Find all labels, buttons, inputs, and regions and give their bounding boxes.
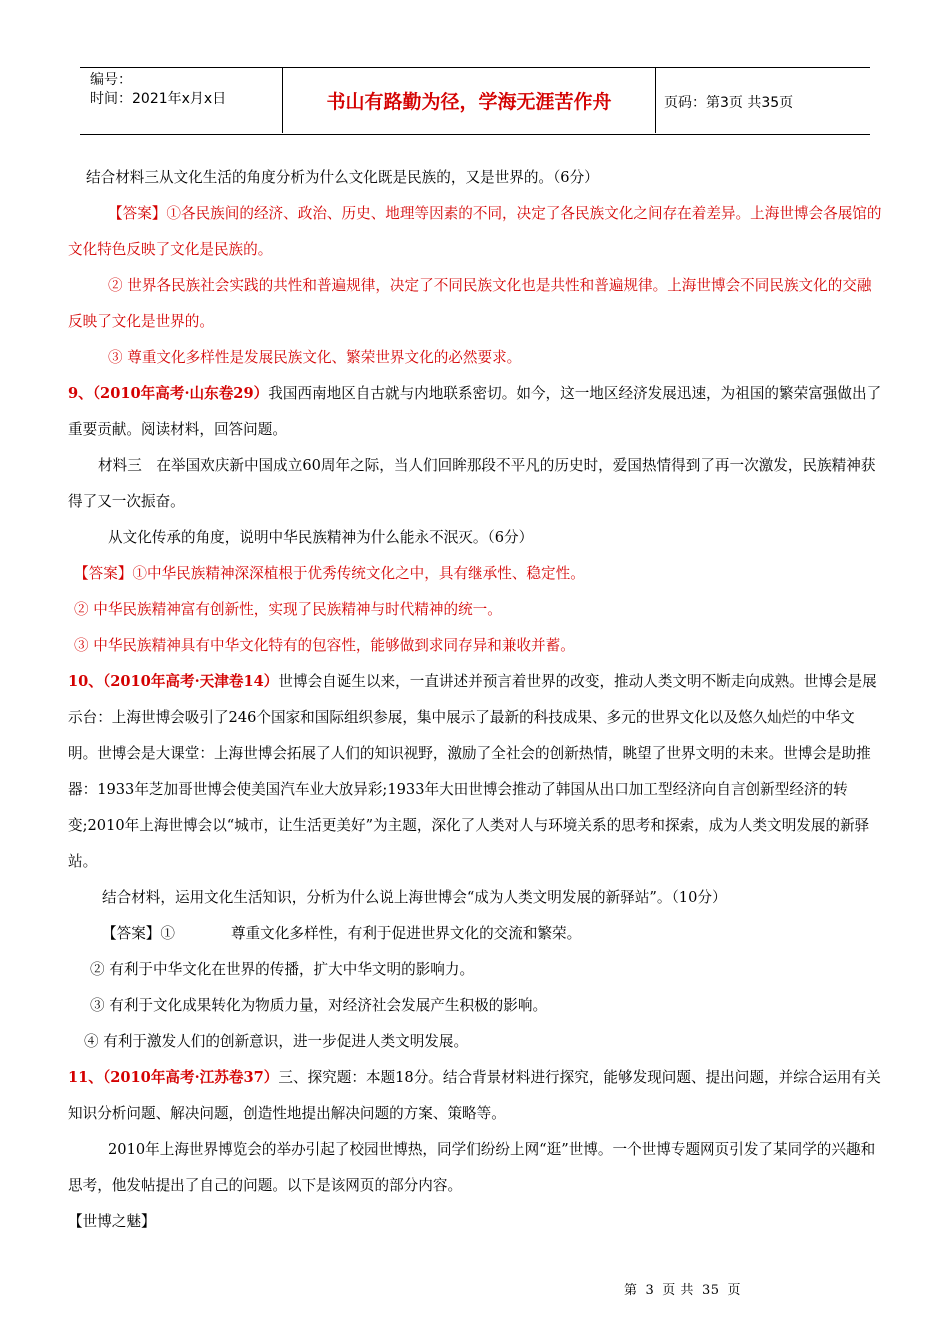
answer-text: 【答案】①中华民族精神深深植根于优秀传统文化之中，具有继承性、稳定性。 [74,565,585,582]
footer-suffix: 页 [727,1283,741,1298]
question-prompt: 结合材料三从文化生活的角度分析为什么文化既是民族的，又是世界的。（6分） [86,169,599,186]
page-footer [620,1279,745,1298]
answer-text: ③ 中华民族精神具有中华文化特有的包容性，能够做到求同存异和兼收并蓄。 [74,637,575,654]
footer-mid: 页 共 [662,1283,694,1298]
material-text: 材料三 在举国欢庆新中国成立60周年之际，当人们回眸那段不平凡的历史时，爱国热情得到了再一次激发，民族精神获得了又一次振奋。 [68,457,876,510]
answer-text [68,916,882,952]
header-number: 编号： [90,72,132,88]
question-10 [68,664,882,880]
question-text: 世博会自诞生以来，一直讲述并预言着世界的改变，推动人类文明不断走向成熟。世博会是展示台：上海世博会吸引了246个国家和国际组织参展，集中展示了最新的科技成果、多元的世界文化以及悠久灿烂的中华文明。世博会是大课堂：上海世博会拓展了人们的知识视野，激励了全社会的创新热情，眺望了世界文明的未来。世博会是助推器：1933年芝加哥世博会使美国汽车业大放异彩;1933年大田世博会推动了韩国从出口加工型经济向自言创新型经济的转变;2010年上海世博会以“城市，让生活更美好”为主题，深化了人类对人与环境关系的思考和探索，成为人类文明发展的新驿站。 [68,673,877,870]
background-text: 2010年上海世界博览会的举办引起了校园世博热，同学们纷纷上网“逛”世博。一个世博专题网页引发了某同学的兴趣和思考，他发帖提出了自己的问题。以下是该网页的部分内容。 [68,1141,876,1194]
question-prompt: 结合材料，运用文化生活知识，分析为什么说上海世博会“成为人类文明发展的新驿站”。（10分） [102,889,727,906]
section-title: 【世博之魅】 [68,1213,156,1230]
header-page-info: 页码：第3页 共35页 [664,95,794,111]
question-tag: 11、（2010年高考·江苏卷37） [68,1069,279,1086]
answer-text: ③ 有利于文化成果转化为物质力量，对经济社会发展产生积极的影响。 [90,997,548,1014]
footer-prefix: 第 [624,1283,638,1298]
header-motto: 书山有路勤为径，学海无涯苦作舟 [282,68,656,133]
question-tag: 10、（2010年高考·天津卷14） [68,673,279,690]
answer-item: 尊重文化多样性，有利于促进世界文化的交流和繁荣。 [230,925,582,942]
answer-text: ② 有利于中华文化在世界的传播，扩大中华文明的影响力。 [90,961,475,978]
answer-text: ④ 有利于激发人们的创新意识，进一步促进人类文明发展。 [84,1033,469,1050]
answer-text: 【答案】①各民族间的经济、政治、历史、地理等因素的不同，决定了各民族文化之间存在着差异。上海世博会各展馆的文化特色反映了文化是民族的。 [68,205,882,258]
answer-text: ② 中华民族精神富有创新性，实现了民族精神与时代精神的统一。 [74,601,502,618]
question-11 [68,1060,882,1132]
question-prompt: 从文化传承的角度，说明中华民族精神为什么能永不泯灭。（6分） [108,529,534,546]
page-header [80,67,870,135]
header-time: 时间：2021年x月x日 [90,91,227,107]
document-body [68,160,882,1240]
footer-page-total: 35 [701,1283,720,1298]
question-tag: 9、（2010年高考·山东卷29） [68,385,269,402]
question-text: 我国西南地区自古就与内地联系密切。如今，这一地区经济发展迅速，为祖国的繁荣富强做出了重要贡献。阅读材料，回答问题。 [68,385,882,438]
answer-text: ③ 尊重文化多样性是发展民族文化、繁荣世界文化的必然要求。 [108,349,522,366]
footer-page-number: 3 [645,1283,655,1298]
answer-prefix: 【答案】① [102,925,175,942]
header-meta [90,71,226,109]
question-9 [68,376,882,448]
question-text: 三、探究题：本题18分。结合背景材料进行探究，能够发现问题、提出问题，并综合运用有关知识分析问题、解决问题，创造性地提出解决问题的方案、策略等。 [68,1069,881,1122]
answer-text: ② 世界各民族社会实践的共性和普遍规律，决定了不同民族文化也是共性和普遍规律。上海世博会不同民族文化的交融反映了文化是世界的。 [68,277,872,330]
